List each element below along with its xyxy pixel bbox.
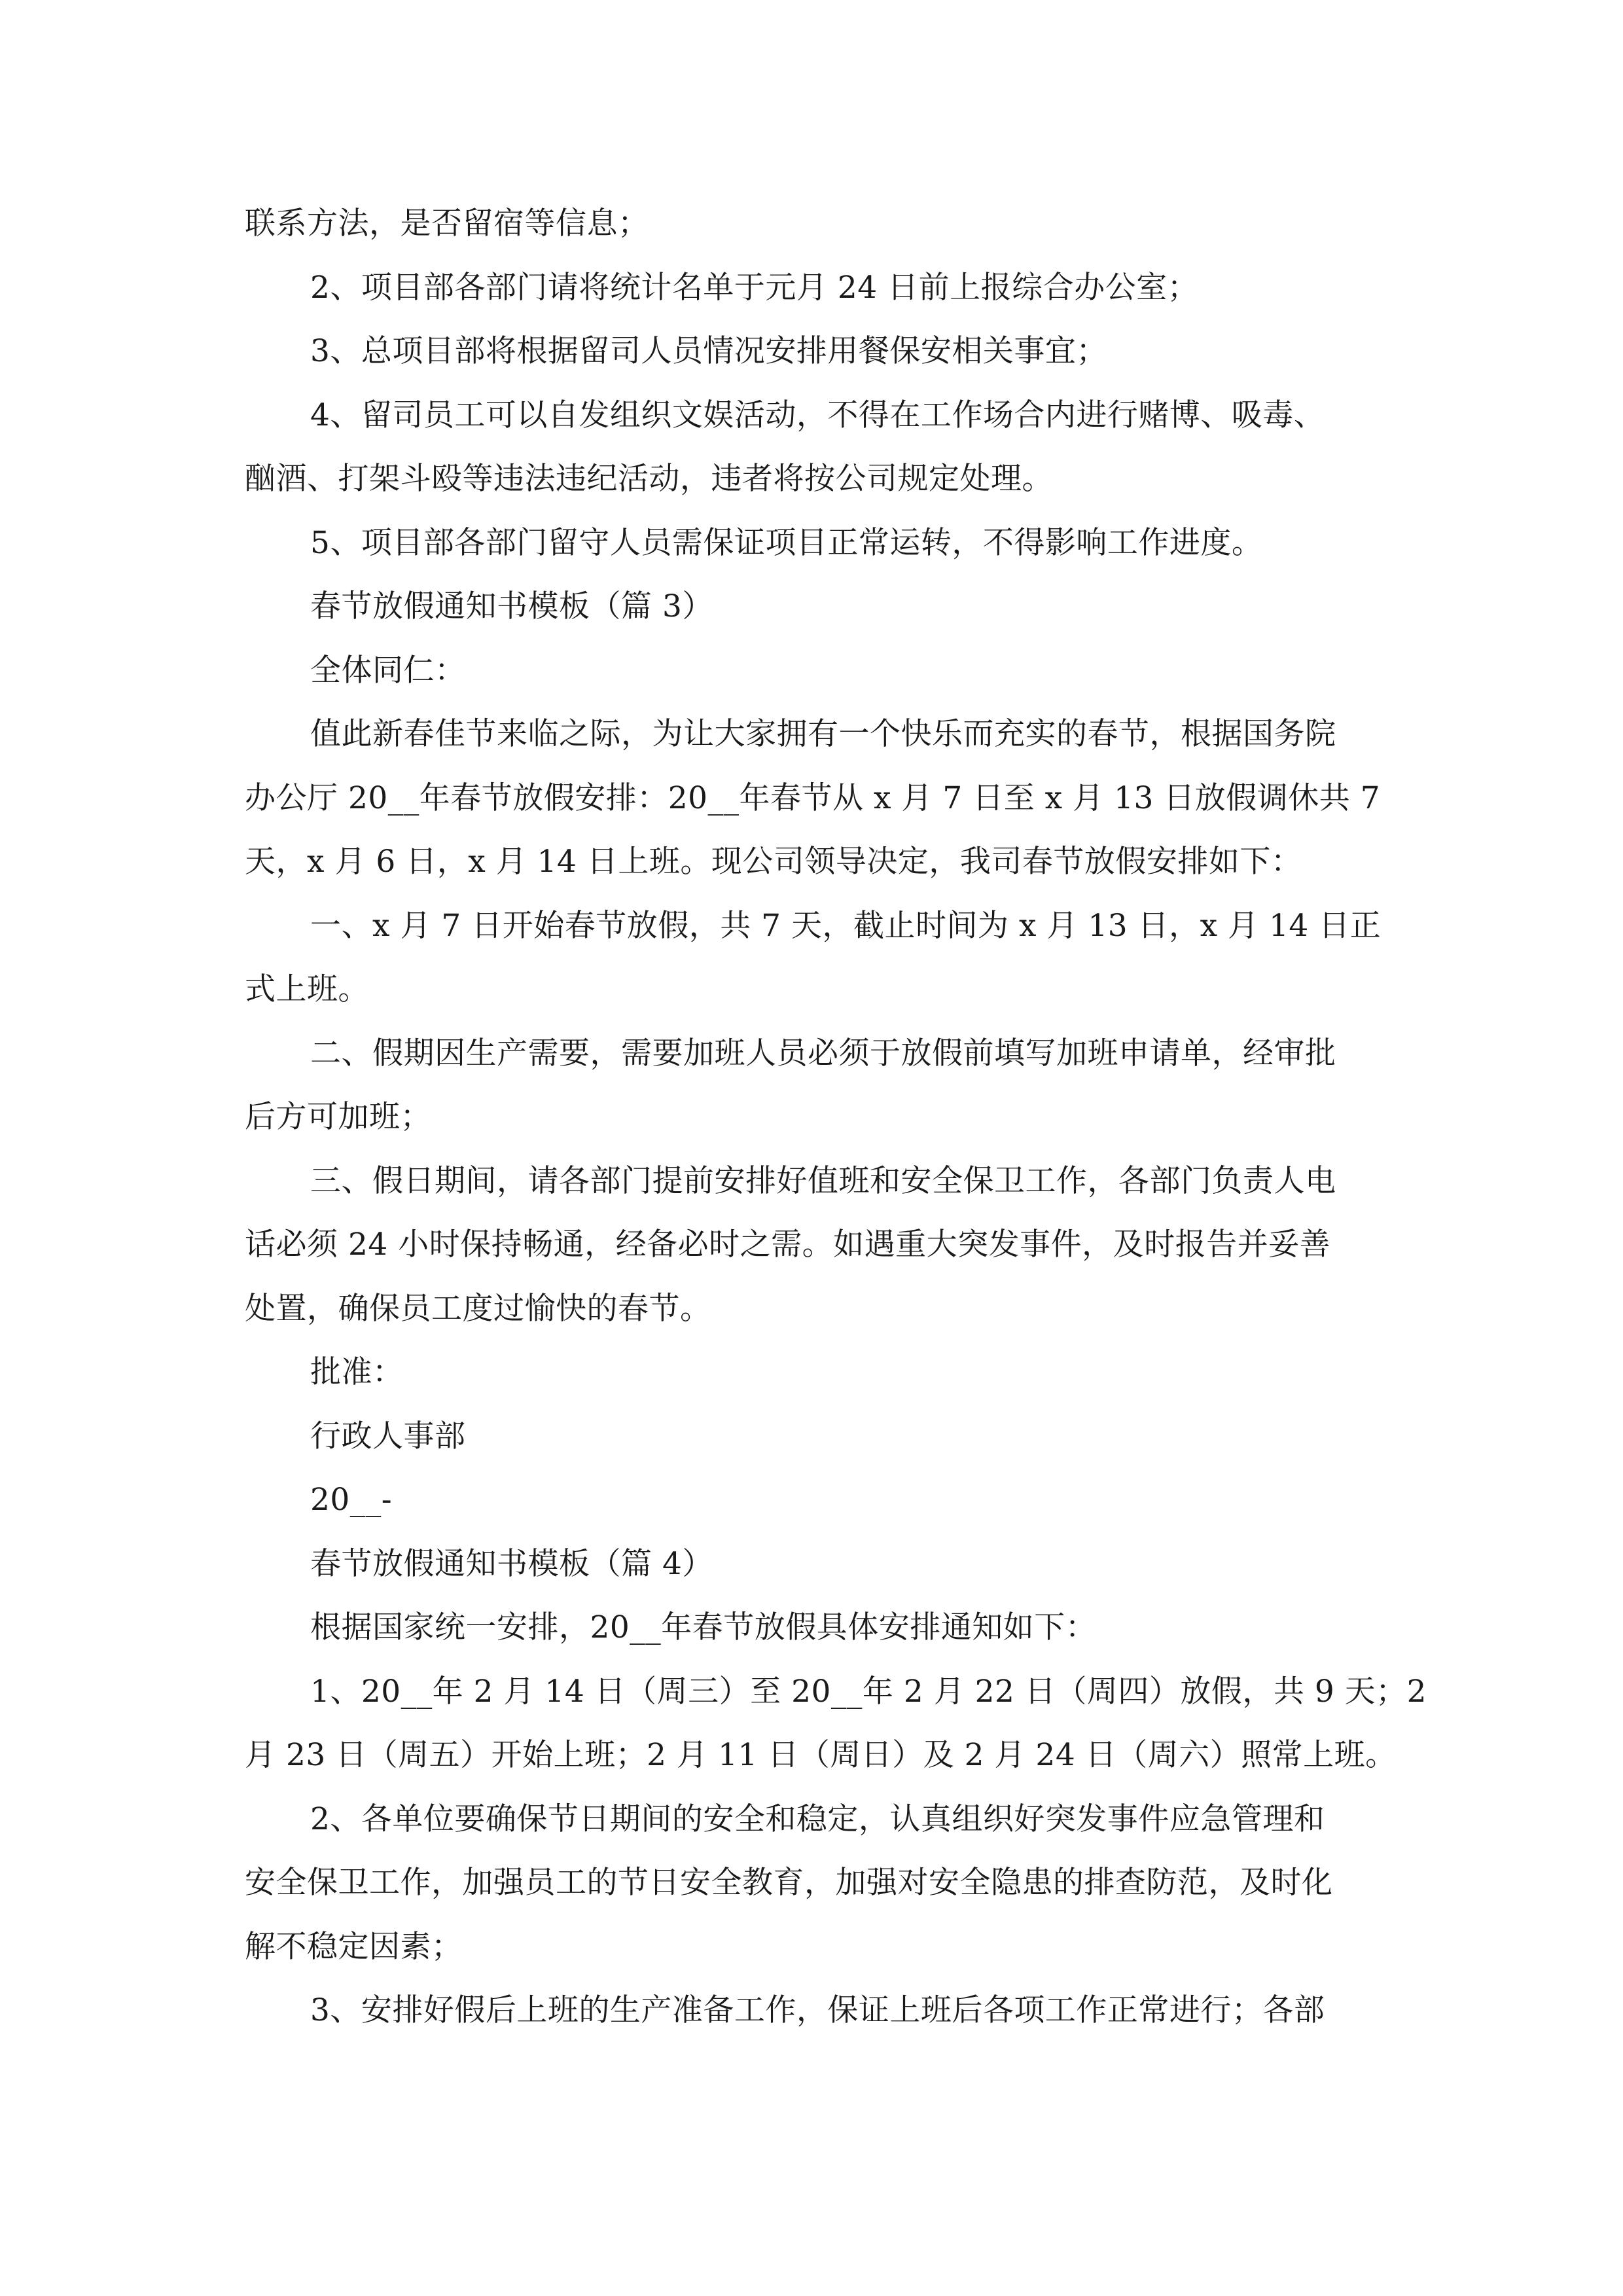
text-line: 2、各单位要确保节日期间的安全和稳定，认真组织好突发事件应急管理和 (310, 1801, 1325, 1837)
text-line: 行政人事部 (310, 1418, 466, 1454)
text-line: 春节放假通知书模板（篇 3） (310, 588, 713, 624)
text-line: 4、留司员工可以自发组织文娱活动，不得在工作场合内进行赌博、吸毒、 (310, 397, 1325, 433)
text-line: 5、项目部各部门留守人员需保证项目正常运转，不得影响工作进度。 (310, 524, 1263, 561)
text-line: 一、x 月 7 日开始春节放假，共 7 天，截止时间为 x 月 13 日，x 月 14 日正 (310, 907, 1382, 944)
text-line: 值此新春佳节来临之际，为让大家拥有一个快乐而充实的春节，根据国务院 (310, 716, 1336, 752)
text-line: 月 23 日（周五）开始上班；2 月 11 日（周日）及 2 月 24 日（周六）照常上班。 (245, 1737, 1397, 1773)
text-line: 1、20__年 2 月 14 日（周三）至 20__年 2 月 22 日（周四）放假，共 9 天；2 (310, 1673, 1427, 1710)
text-line: 话必须 24 小时保持畅通，经备必时之需。如遇重大突发事件，及时报告并妥善 (245, 1227, 1331, 1263)
text-line: 解不稳定因素； (245, 1928, 463, 1965)
text-line: 2、项目部各部门请将统计名单于元月 24 日前上报综合办公室； (310, 269, 1199, 306)
text-line: 全体同仁： (310, 652, 466, 689)
text-line: 20__- (310, 1482, 393, 1518)
text-line: 3、安排好假后上班的生产准备工作，保证上班后各项工作正常进行；各部 (310, 1992, 1325, 2028)
text-line: 酗酒、打架斗殴等违法违纪活动，违者将按公司规定处理。 (245, 461, 1053, 497)
text-line: 春节放假通知书模板（篇 4） (310, 1545, 713, 1582)
document-body (245, 192, 1427, 2043)
text-line: 安全保卫工作，加强员工的节日安全教育，加强对安全隐患的排查防范，及时化 (245, 1865, 1333, 1901)
text-line: 根据国家统一安排，20__年春节放假具体安排通知如下： (310, 1609, 1097, 1645)
text-line: 后方可加班； (245, 1099, 431, 1135)
text-line: 二、假期因生产需要，需要加班人员必须于放假前填写加班申请单，经审批 (310, 1035, 1336, 1071)
text-line: 批准： (310, 1354, 404, 1390)
text-line: 3、总项目部将根据留司人员情况安排用餐保安相关事宜； (310, 333, 1107, 369)
text-line: 联系方法，是否留宿等信息； (245, 206, 649, 242)
text-line: 天，x 月 6 日，x 月 14 日上班。现公司领导决定，我司春节放假安排如下： (245, 844, 1302, 880)
text-line: 三、假日期间，请各部门提前安排好值班和安全保卫工作，各部门负责人电 (310, 1162, 1336, 1199)
text-line: 式上班。 (245, 971, 369, 1007)
text-line: 办公厅 20__年春节放假安排：20__年春节从 x 月 7 日至 x 月 13 日放假调休共 7 (245, 780, 1381, 816)
text-line: 处置，确保员工度过愉快的春节。 (245, 1290, 711, 1327)
